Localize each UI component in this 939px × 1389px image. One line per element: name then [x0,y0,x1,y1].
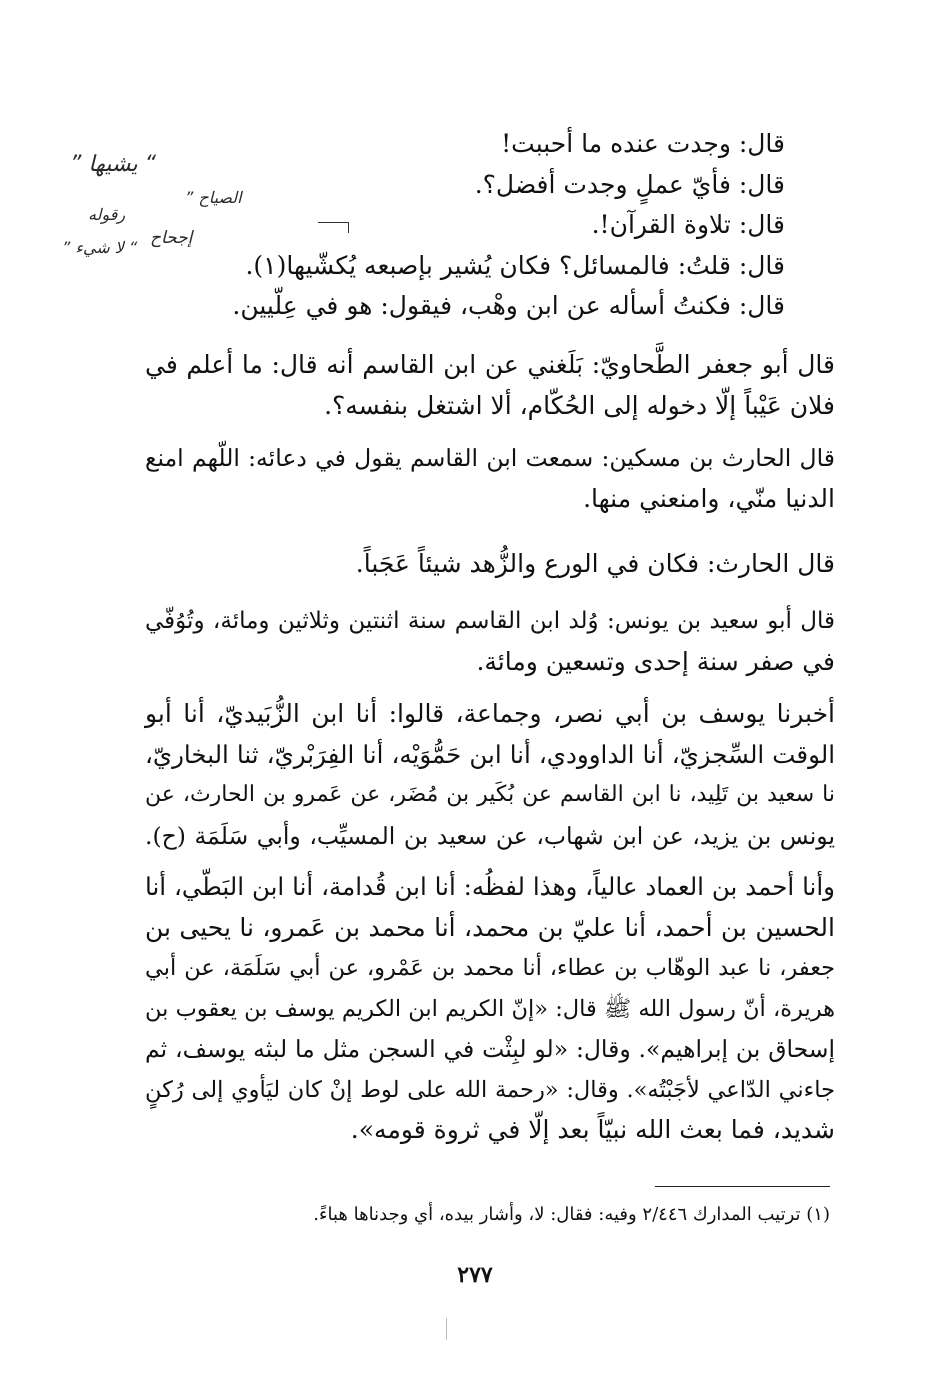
text-line: قال الحارث بن مسكين: سمعت ابن القاسم يقول في دعائه: اللّهم امنع [145,444,835,472]
text-line: الوقت السِّجزيّ، أنا الداوودي، أنا ابن حَمُّوَيْه، أنا الفِرَبْريّ، ثنا البخاريّ، [145,739,835,769]
text-line: إسحاق بن إبراهيم». وقال: «لو لبِثْت في السجن مثل ما لبثه يوسف، ثم [145,1035,835,1063]
text-line: الدنيا منّي، وامنعني منها. [583,483,835,513]
text-line: يونس بن يزيد، عن ابن شهاب، عن سعيد بن المسيِّب، وأبي سَلَمَة (ح). [145,821,835,850]
paragraph-harith-dua [145,438,835,519]
paragraph-isnad-1 [145,694,835,856]
margin-note-1: “ يشيها ” [70,152,157,177]
paragraph-tahawi [145,345,835,426]
footnote-separator [655,1186,830,1187]
dialog-line: قال: وجدت عنده ما أحببت! [501,129,785,158]
text-line: نا سعيد بن تَلِيد، نا ابن القاسم عن بُكَير بن مُضَر، عن عَمرو بن الحارث، عن [145,782,835,807]
dialog-block [200,124,785,327]
dialog-line: قال: فأيّ عملٍ وجدت أفضل؟. [474,169,785,199]
text-line: الحسين بن أحمد، أنا عليّ بن محمد، أنا محمد بن عَمرو، نا يحيى بن [145,912,836,942]
text-line: قال أبو جعفر الطَّحاويّ: بَلَغني عن ابن القاسم أنه قال: ما أعلم في [145,350,835,379]
text-line: شديد، فما بعث الله نبيّاً بعد إلّا في ثروة قومه». [350,1115,835,1144]
text-line: قال أبو سعيد بن يونس: وُلد ابن القاسم سنة اثنتين وثلاثين ومائة، وتُوُفّي [145,608,835,634]
page-number: ٢٧٧ [457,1262,493,1288]
text-line: فلان عَيْباً إلّا دخوله إلى الحُكّام، ألا اشتغل بنفسه؟. [324,390,835,420]
margin-note-3: رقوله [88,205,126,224]
paragraph-ibn-yunus [145,601,835,682]
scan-artifact [446,1318,447,1340]
paragraph-isnad-2 [145,867,835,1151]
dialog-line: قال: قلتُ: فالمسائل؟ فكان يُشير بإصبعه يُكشّيها(١). [245,250,785,280]
margin-note-5: “ لا شيء ” [62,238,138,257]
text-line: قال الحارث: فكان في الورع والزُّهد شيئاً عَجَباً. [355,549,835,578]
margin-note-4: إجحاح [150,228,193,248]
text-line: جعفر، نا عبد الوهّاب بن عطاء، أنا محمد بن عَمْرو، عن أبي سَلَمَة، عن أبي [145,955,835,981]
text-line: وأنا أحمد بن العماد عالياً، وهذا لفظُه: أنا ابن قُدامة، أنا ابن البَطّي، أنا [145,872,835,901]
paragraph-harith-zuhd [145,544,835,585]
dialog-line: قال: فكنتُ أسأله عن ابن وهْب، فيقول: هو في عِلّيين. [232,291,785,320]
dialog-line: قال: تلاوة القرآن!. [591,210,785,239]
text-line: في صفر سنة إحدى وتسعين ومائة. [476,646,835,676]
text-line: جاءني الدّاعي لأجَبْتُه». وقال: «رحمة الله على لوط إنْ كان ليَأوي إلى رُكنٍ [145,1076,835,1103]
text-line: هريرة، أنّ رسول الله ﷺ قال: «إنّ الكريم ابن الكريم يوسف بن يعقوب بن [145,995,835,1022]
margin-note-2: الصياح ” [185,188,242,207]
text-line: أخبرنا يوسف بن أبي نصر، وجماعة، قالوا: أنا ابن الزُّبَيديّ، أنا أبو [145,699,835,728]
footnote: (١) ترتيب المدارك ٢/٤٤٦ وفيه: فقال: لا، وأشار بيده، أي وجدناها هباءً. [313,1204,830,1225]
